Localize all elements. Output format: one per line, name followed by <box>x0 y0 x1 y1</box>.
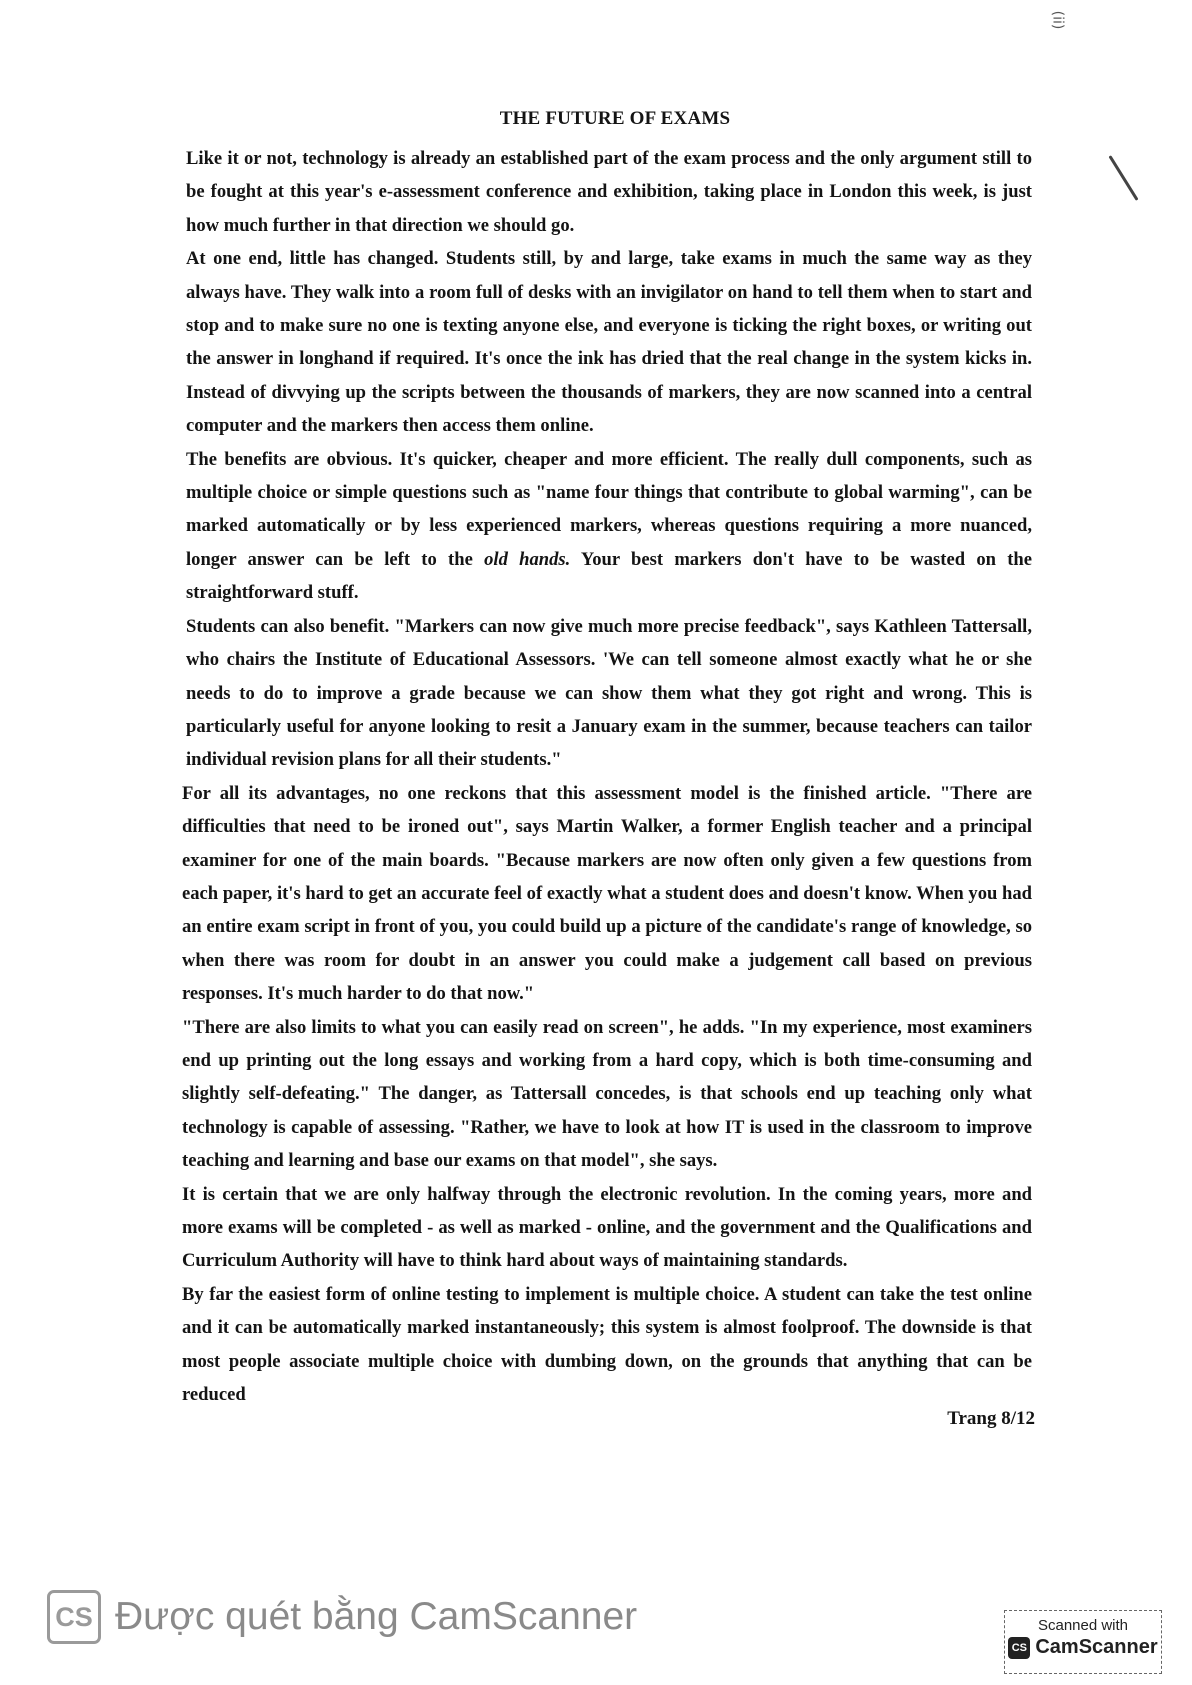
paragraph-7: It is certain that we are only halfway through the electronic revolution. In the coming years, more and more exams will be completed - as well as marked - online, and the government and the Qualifications and Curriculum Authority will have to think hard about ways of maintaining standards. <box>182 1183 1032 1272</box>
paragraph-1: Like it or not, technology is already an established part of the exam process and the only argument still to be fought at this year's e-assessment conference and exhibition, taking place in London this week, is just how much further in that direction we should go. <box>186 148 1032 236</box>
emphasis-old-hands: old hands. <box>484 548 571 570</box>
camscanner-mini-logo-icon: CS <box>1008 1637 1030 1659</box>
paragraph-5: For all its advantages, no one reckons that this assessment model is the finished article. "There are difficulties that need to be ironed out", says Martin Walker, a former English teacher and a principal examiner for one of the main boards. "Because markers are now often only given a few questions from each paper, it's hard to get an accurate feel of exactly what a student does and doesn't know. When you had an entire exam script in front of you, you could build up a picture of the candidate's range of knowledge, so when there was room for doubt in an answer you could make a judgement call based on previous responses. It's much harder to do that now." <box>182 782 1032 1005</box>
page-number: Trang 8/12 <box>947 1408 1035 1429</box>
camscanner-logo-icon: CS <box>47 1590 101 1644</box>
page-corner-mark: (ii) <box>1049 10 1066 30</box>
paragraph-8: By far the easiest form of online testing to implement is multiple choice. A student can take the test online and it can be automatically marked instantaneously; this system is almost foolproof. The downside is that most people associate multiple choice with dumbing down, on the grounds that anything that can be reduced <box>182 1283 1032 1406</box>
paragraph-4: Students can also benefit. "Markers can now give much more precise feedback", says Kathleen Tattersall, who chairs the Institute of Educational Assessors. 'We can tell someone almost exactly what he or she needs to do to improve a grade because we can show them what they got right and wrong. This is particularly useful for anyone looking to resit a January exam in the summer, because teachers can tailor individual revision plans for all their students." <box>186 615 1032 771</box>
article-body <box>182 142 1033 1411</box>
badge-brand <box>1005 1636 1161 1659</box>
badge-brand-name: CamScanner <box>1035 1636 1158 1658</box>
paragraph-3: The benefits are obvious. It's quicker, cheaper and more efficient. The really dull components, such as multiple choice or simple questions such as "name four things that contribute to global warming", can be marked automatically or by less experienced markers, whereas questions requiring a more nuanced, longer answer can be left to the old hands. Your best markers don't have to be wasted on the straightforward stuff. <box>186 448 1033 604</box>
camscanner-watermark <box>47 1590 637 1644</box>
scanned-with-badge <box>1004 1610 1162 1674</box>
scan-edge-mark <box>1108 155 1138 201</box>
badge-label: Scanned with <box>1037 1617 1129 1634</box>
watermark-text: Được quét bằng CamScanner <box>115 1595 638 1638</box>
paragraph-6: "There are also limits to what you can easily read on screen", he adds. "In my experience, most examiners end up printing out the long essays and working from a hard copy, which is both time-consuming and slightly self-defeating." The danger, as Tattersall concedes, is that schools end up teaching only what technology is capable of assessing. "Rather, we have to look at how IT is used in the classroom to improve teaching and learning and base our exams on that model", she says. <box>182 1016 1032 1172</box>
paragraph-2: At one end, little has changed. Students still, by and large, take exams in much the same way as they always have. They walk into a room full of desks with an invigilator on hand to tell them when to start and stop and to make sure no one is texting anyone else, and everyone is ticking the right boxes, or writing out the answer in longhand if required. It's once the ink has dried that the real change in the system kicks in. Instead of divvying up the scripts between the thousands of markers, they are now scanned into a central computer and the markers then access them online. <box>186 248 1032 437</box>
page-title: THE FUTURE OF EXAMS <box>499 108 731 129</box>
